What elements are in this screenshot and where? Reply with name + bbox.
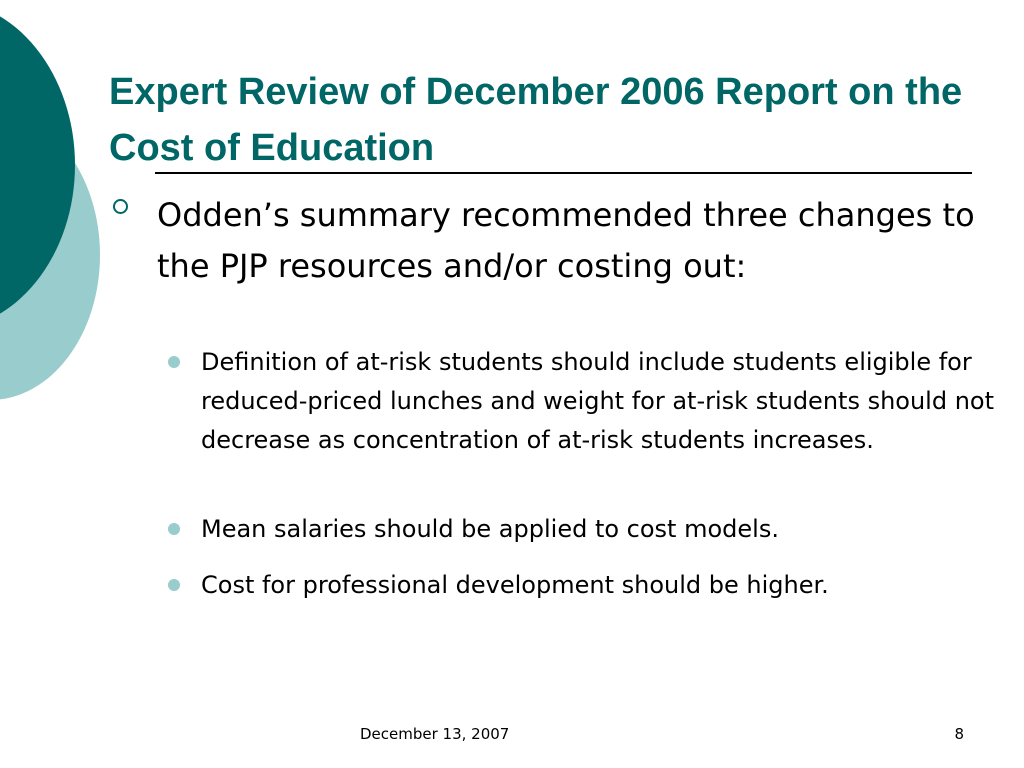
filled-dot-icon	[168, 579, 180, 591]
sub-bullet-text: Mean salaries should be applied to cost models.	[201, 515, 779, 543]
filled-dot-icon	[168, 523, 180, 535]
sub-bullet-text: Definition of at-risk students should include students eligible for reduced-priced lunches and weight for at-risk students should not decrease as concentration of at-risk students increases.	[201, 348, 995, 454]
page-number: 8	[954, 725, 964, 743]
main-bullet-text: Odden’s summary recommended three changes to the PJP resources and/or costing out:	[157, 196, 975, 285]
hollow-circle-icon	[113, 199, 128, 214]
footer-date: December 13, 2007	[360, 725, 510, 743]
slide-title: Expert Review of December 2006 Report on the Cost of Education	[109, 71, 963, 169]
filled-dot-icon	[168, 356, 180, 368]
title-underline	[155, 172, 972, 174]
sub-bullet-text: Cost for professional development should be higher.	[201, 571, 829, 599]
